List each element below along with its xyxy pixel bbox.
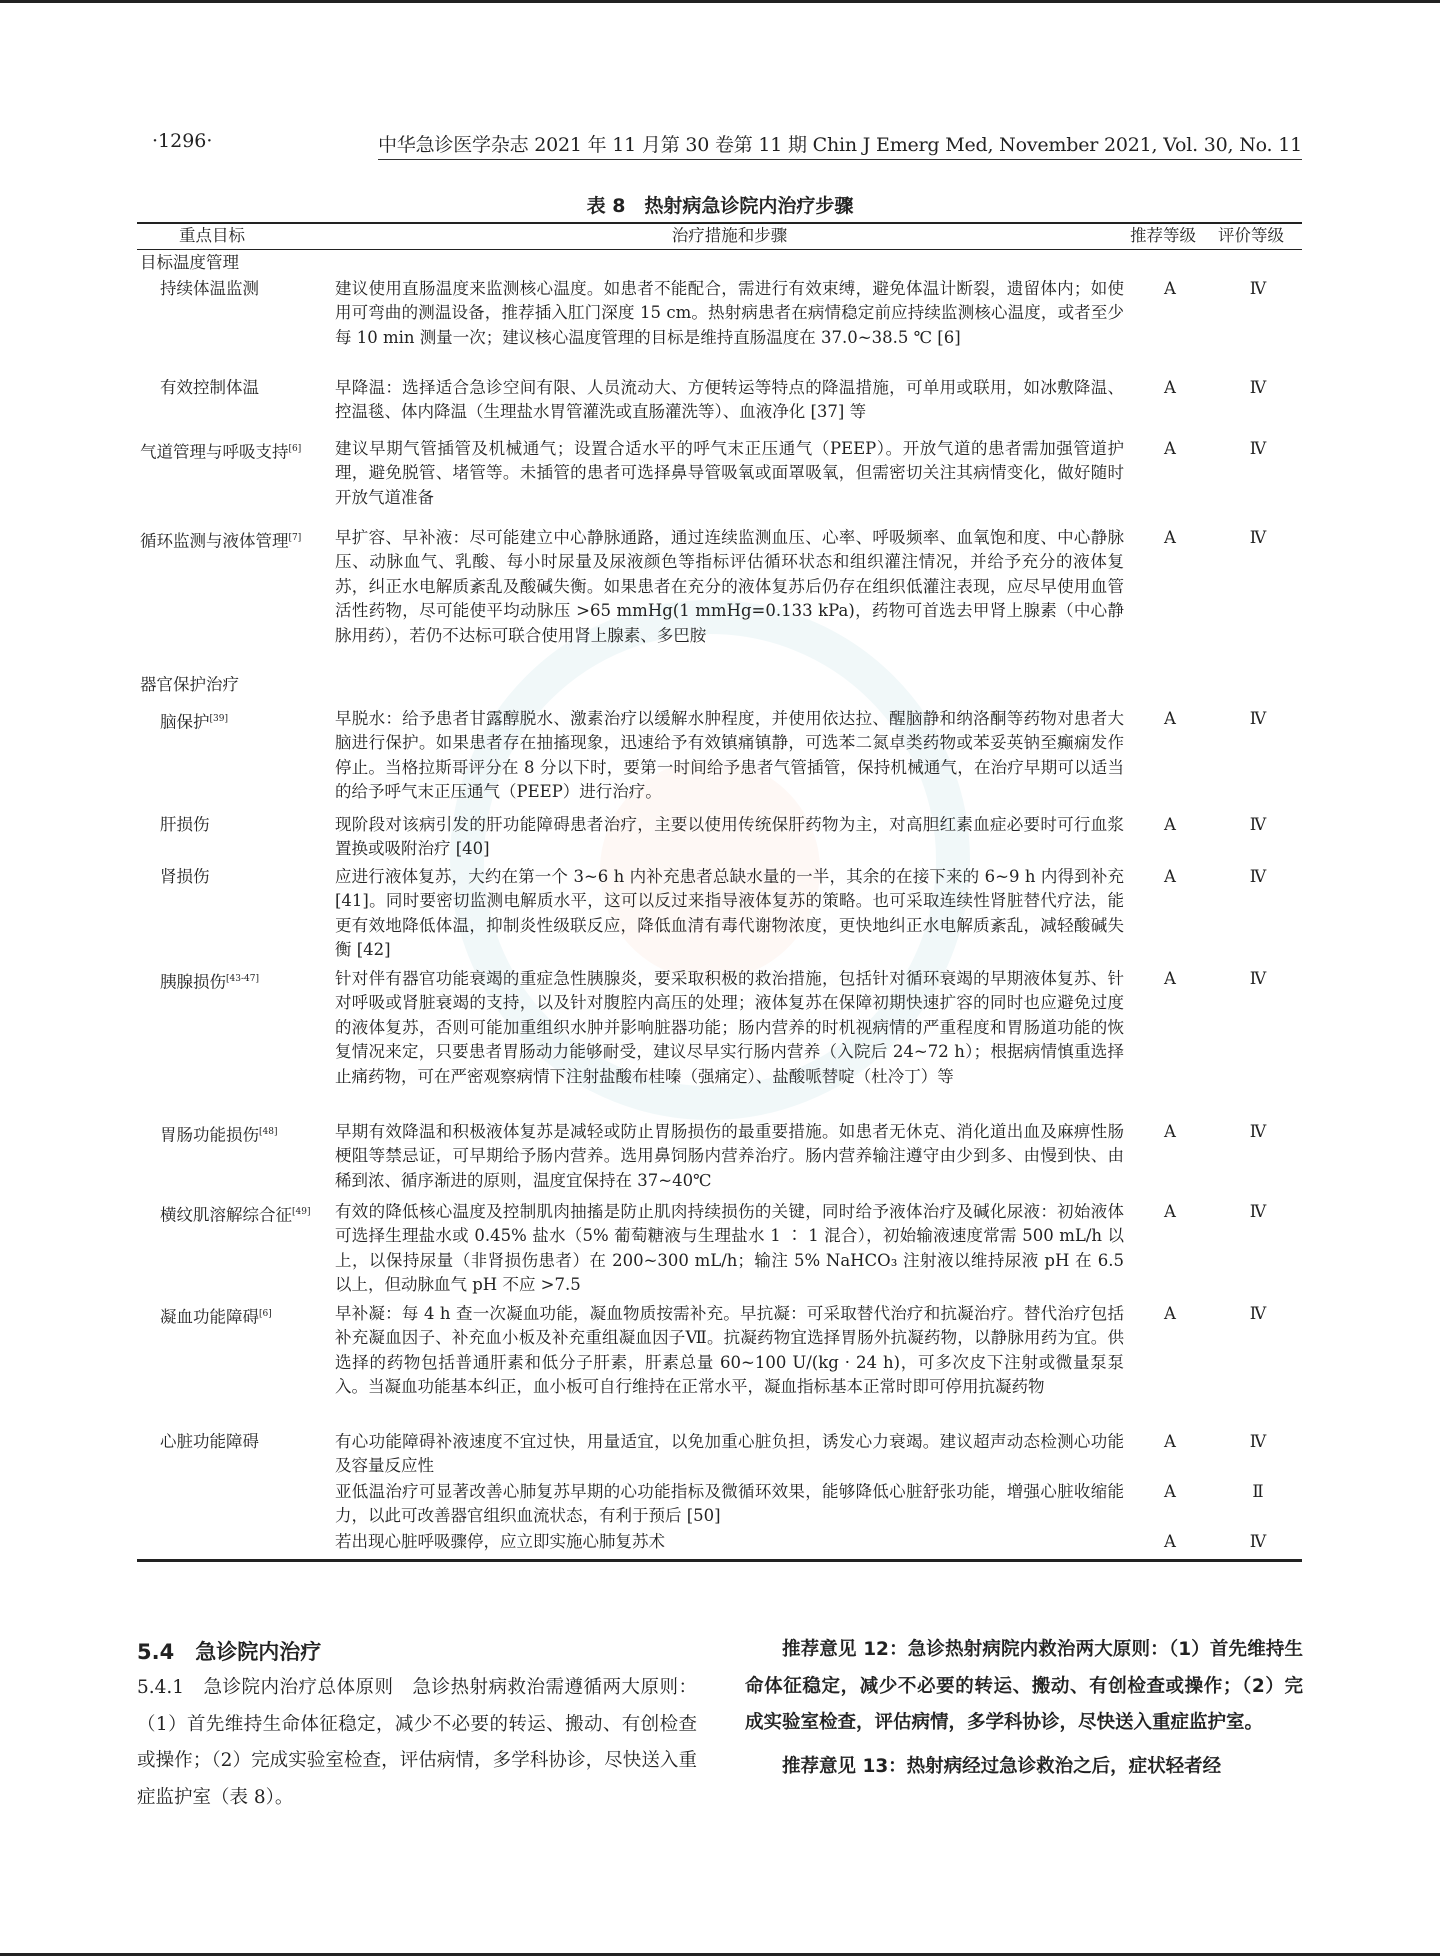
row-measures: 针对伴有器官功能衰竭的重症急性胰腺炎，要采取积极的救治措施，包括针对循环衰竭的早期液体复苏、针对呼吸或肾脏衰竭的支持，以及针对腹腔内高压的处理；液体复苏在保障初期快速扩容的同时也应避免过度的液体复苏，否则可能加重组织水肿并影响脏器功能；肠内营养的时机视病情的严重程度和胃肠道功能的恢复情况来定，只要患者胃肠动力能够耐受，建议尽早实行肠内营养（入院后 24~72 h）；根据病情慎重选择止痛药物，可在严密观察病情下注射盐酸布桂嗪（强痛定）、盐酸哌替啶（杜冷丁）等 (335, 969, 1124, 1086)
row-goal-label: 胰腺损伤 (160, 972, 226, 992)
column-header-evaluation: 评价等级 (1218, 226, 1284, 245)
row-goal (140, 673, 239, 697)
row-goal (160, 1430, 259, 1454)
row-measures: 早补凝：每 4 h 查一次凝血功能，凝血物质按需补充。早抗凝：可采取替代治疗和抗凝治疗。替代治疗包括补充凝血因子、补充血小板及补充重组凝血因子Ⅶ。抗凝药物宜选择胃肠外抗凝药物，以静脉用药为宜。供选择的药物包括普通肝素和低分子肝素，肝素总量 60~100 U/(kg · 24 h)，可多次皮下注射或微量泵泵入。当凝血功能基本纠正，血小板可自行维持在正常水平，凝血指标基本正常时即可停用抗凝药物 (335, 1304, 1124, 1397)
row-goal (140, 437, 301, 465)
row-measures: 早降温：选择适合急诊空间有限、人员流动大、方便转运等特点的降温措施，可单用或联用，如冰敷降温、控温毯、体内降温（生理盐水胃管灌洗或直肠灌洗等）、血液净化 [37] 等 (335, 378, 1124, 422)
row-evaluation-grade: Ⅱ (1252, 1482, 1264, 1501)
table-header-rule (137, 249, 1302, 250)
row-recommendation-grade: A (1164, 709, 1176, 728)
row-evaluation-grade: Ⅳ (1249, 1432, 1267, 1451)
row-goal (160, 277, 259, 301)
row-goal (160, 1200, 310, 1228)
row-goal-label: 肾损伤 (160, 867, 210, 886)
recommendation-13: 推荐意见 13：热射病经过急诊救治之后，症状轻者经 (782, 1755, 1222, 1777)
row-measures: 应进行液体复苏，大约在第一个 3~6 h 内补充患者总缺水量的一半，其余的在接下来的 6~9 h 内得到补充 [41]。同时要密切监测电解质水平，这可以反过来指导液体复苏的策略。也可采取连续性肾脏替代疗法，能更有效地降低体温，抑制炎性级联反应，降低血清有毒代谢物浓度，更快地纠正水电解质紊乱，减轻酸碱失衡 [42] (335, 867, 1124, 960)
column-header-measures: 治疗措施和步骤 (671, 226, 788, 245)
row-measures: 若出现心脏呼吸骤停，应立即实施心肺复苏术 (335, 1532, 665, 1551)
row-goal-label: 脑保护 (160, 712, 210, 732)
column-header-goal: 重点目标 (179, 226, 245, 245)
row-goal (140, 526, 301, 554)
row-goal-label: 横纹肌溶解综合征 (160, 1205, 292, 1225)
row-goal-label: 肝损伤 (160, 815, 210, 834)
row-recommendation-grade: A (1164, 1482, 1176, 1501)
body-paragraph: 5.4.1 急诊院内治疗总体原则 急诊热射病救治需遵循两大原则：（1）首先维持生命体征稳定，减少不必要的转运、搬动、有创检查或操作；（2）完成实验室检查，评估病情，多学科协诊，尽快送入重症监护室（表 8）。 (137, 1677, 697, 1808)
row-evaluation-grade: Ⅳ (1249, 1304, 1267, 1323)
row-recommendation-grade: A (1164, 1432, 1176, 1451)
row-measures: 有心功能障碍补液速度不宜过快，用量适宜，以免加重心脏负担，诱发心力衰竭。建议超声动态检测心功能及容量反应性 (335, 1432, 1124, 1476)
row-recommendation-grade: A (1164, 1304, 1176, 1323)
reference-citation: [6] (259, 1309, 272, 1319)
reference-citation: [43-47] (226, 974, 259, 984)
row-recommendation-grade: A (1164, 378, 1176, 397)
reference-citation: [49] (292, 1207, 311, 1217)
row-goal (160, 1302, 272, 1330)
row-goal-label: 凝血功能障碍 (160, 1307, 259, 1327)
row-recommendation-grade: A (1164, 439, 1176, 458)
row-measures: 有效的降低核心温度及控制肌肉抽搐是防止肌肉持续损伤的关键，同时给予液体治疗及碱化尿液：初始液体可选择生理盐水或 0.45% 盐水（5% 葡萄糖液与生理盐水 1 ∶ 1 混合），初始输液速度常需 500 mL/h 以上，以保持尿量（非肾损伤患者）在 200~300 mL/h；输注 5% NaHCO₃ 注射液以维持尿液 pH 在 6.5 以上，但动脉血气 pH 不应 >7.5 (335, 1202, 1124, 1295)
row-measures: 现阶段对该病引发的肝功能障碍患者治疗，主要以使用传统保肝药物为主，对高胆红素血症必要时可行血浆置换或吸附治疗 [40] (335, 815, 1124, 859)
row-recommendation-grade: A (1164, 867, 1176, 886)
row-recommendation-grade: A (1164, 815, 1176, 834)
row-evaluation-grade: Ⅳ (1249, 867, 1267, 886)
row-goal-label: 持续体温监测 (160, 279, 259, 298)
table-caption: 表 8 热射病急诊院内治疗步骤 (586, 195, 854, 217)
row-recommendation-grade: A (1164, 1202, 1176, 1221)
row-measures: 建议早期气管插管及机械通气；设置合适水平的呼气末正压通气（PEEP）。开放气道的患者需加强管道护理，避免脱管、堵管等。未插管的患者可选择鼻导管吸氧或面罩吸氧，但需密切关注其病情变化，做好随时开放气道准备 (335, 439, 1124, 507)
row-measures: 亚低温治疗可显著改善心肺复苏早期的心功能指标及微循环效果，能够降低心脏舒张功能，增强心脏收缩能力，以此可改善器官组织血流状态，有利于预后 [50] (335, 1482, 1124, 1526)
row-evaluation-grade: Ⅳ (1249, 815, 1267, 834)
row-evaluation-grade: Ⅳ (1249, 709, 1267, 728)
row-recommendation-grade: A (1164, 969, 1176, 988)
reference-citation: [48] (259, 1127, 278, 1137)
row-evaluation-grade: Ⅳ (1249, 1532, 1267, 1551)
reference-citation: [7] (288, 533, 302, 543)
recommendation-12: 推荐意见 12：急诊热射病院内救治两大原则：（1）首先维持生命体征稳定，减少不必要的转运、搬动、有创检查或操作；（2）完成实验室检查，评估病情，多学科协诊，尽快送入重症监护室。 (745, 1639, 1303, 1733)
row-goal-label: 器官保护治疗 (140, 675, 239, 694)
row-recommendation-grade: A (1164, 279, 1176, 298)
row-measures: 早期有效降温和积极液体复苏是减轻或防止胃肠损伤的最重要措施。如患者无休克、消化道出血及麻痹性肠梗阻等禁忌证，可早期给予肠内营养。选用鼻饲肠内营养治疗。肠内营养输注遵守由少到多、由慢到快、由稀到浓、循序渐进的原则，温度宜保持在 37~40℃ (335, 1122, 1124, 1190)
row-goal-label: 心脏功能障碍 (160, 1432, 259, 1451)
row-goal (140, 251, 239, 275)
row-evaluation-grade: Ⅳ (1249, 378, 1267, 397)
row-goal-label: 有效控制体温 (160, 378, 259, 397)
running-header: 中华急诊医学杂志 2021 年 11 月第 30 卷第 11 期 Chin J Emerg Med, November 2021, Vol. 30, No. 11 (378, 130, 1302, 160)
reference-citation: [6] (288, 444, 302, 454)
row-goal (160, 376, 259, 400)
row-goal (160, 813, 210, 837)
row-measures: 早脱水：给予患者甘露醇脱水、激素治疗以缓解水肿程度，并使用依达拉、醒脑静和纳洛酮等药物对患者大脑进行保护。如果患者存在抽搐现象，迅速给予有效镇痛镇静，可选苯二氮卓类药物或苯妥英钠至癫痫发作停止。当格拉斯哥评分在 8 分以下时，要第一时间给予患者气管插管，保持机械通气，在治疗早期可以适当的给予呼气末正压通气（PEEP）进行治疗。 (335, 709, 1124, 802)
row-measures: 建议使用直肠温度来监测核心温度。如患者不能配合，需进行有效束缚，避免体温计断裂，遗留体内；如使用可弯曲的测温设备，推荐插入肛门深度 15 cm。热射病患者在病情稳定前应持续监测核心温度，或者至少每 10 min 测量一次；建议核心温度管理的目标是维持直肠温度在 37.0~38.5 ℃ [6] (335, 279, 1124, 347)
row-evaluation-grade: Ⅳ (1249, 1202, 1267, 1221)
row-recommendation-grade: A (1164, 1122, 1176, 1141)
reference-citation: [39] (209, 714, 228, 724)
row-goal-label: 目标温度管理 (140, 253, 239, 272)
row-goal-label: 气道管理与呼吸支持 (140, 442, 289, 462)
row-evaluation-grade: Ⅳ (1249, 1122, 1267, 1141)
table-bottom-rule (137, 1559, 1302, 1562)
row-recommendation-grade: A (1164, 1532, 1176, 1551)
row-goal (160, 865, 210, 889)
recommendations (745, 1632, 1303, 1785)
row-goal-label: 循环监测与液体管理 (140, 531, 289, 551)
row-evaluation-grade: Ⅳ (1249, 439, 1267, 458)
page-number: ·1296· (152, 130, 213, 152)
column-header-recommendation: 推荐等级 (1130, 226, 1196, 245)
row-goal (160, 1120, 277, 1148)
row-evaluation-grade: Ⅳ (1249, 279, 1267, 298)
row-measures: 早扩容、早补液：尽可能建立中心静脉通路，通过连续监测血压、心率、呼吸频率、血氧饱和度、中心静脉压、动脉血气、乳酸、每小时尿量及尿液颜色等指标评估循环状态和组织灌注情况，并给予充分的液体复苏，纠正水电解质紊乱及酸碱失衡。如果患者在充分的液体复苏后仍存在组织低灌注表现，应尽早使用血管活性药物，尽可能使平均动脉压 >65 mmHg(1 mmHg=0.133 kPa)，药物可首选去甲肾上腺素（中心静脉用药），若仍不达标可联合使用肾上腺素、多巴胺 (335, 528, 1124, 645)
row-goal (160, 707, 228, 735)
row-evaluation-grade: Ⅳ (1249, 969, 1267, 988)
row-recommendation-grade: A (1164, 528, 1176, 547)
section-heading: 5.4 急诊院内治疗 (137, 1640, 322, 1664)
row-goal (160, 967, 259, 995)
page-edge-top (0, 0, 1440, 3)
row-goal-label: 胃肠功能损伤 (160, 1125, 259, 1145)
row-evaluation-grade: Ⅳ (1249, 528, 1267, 547)
